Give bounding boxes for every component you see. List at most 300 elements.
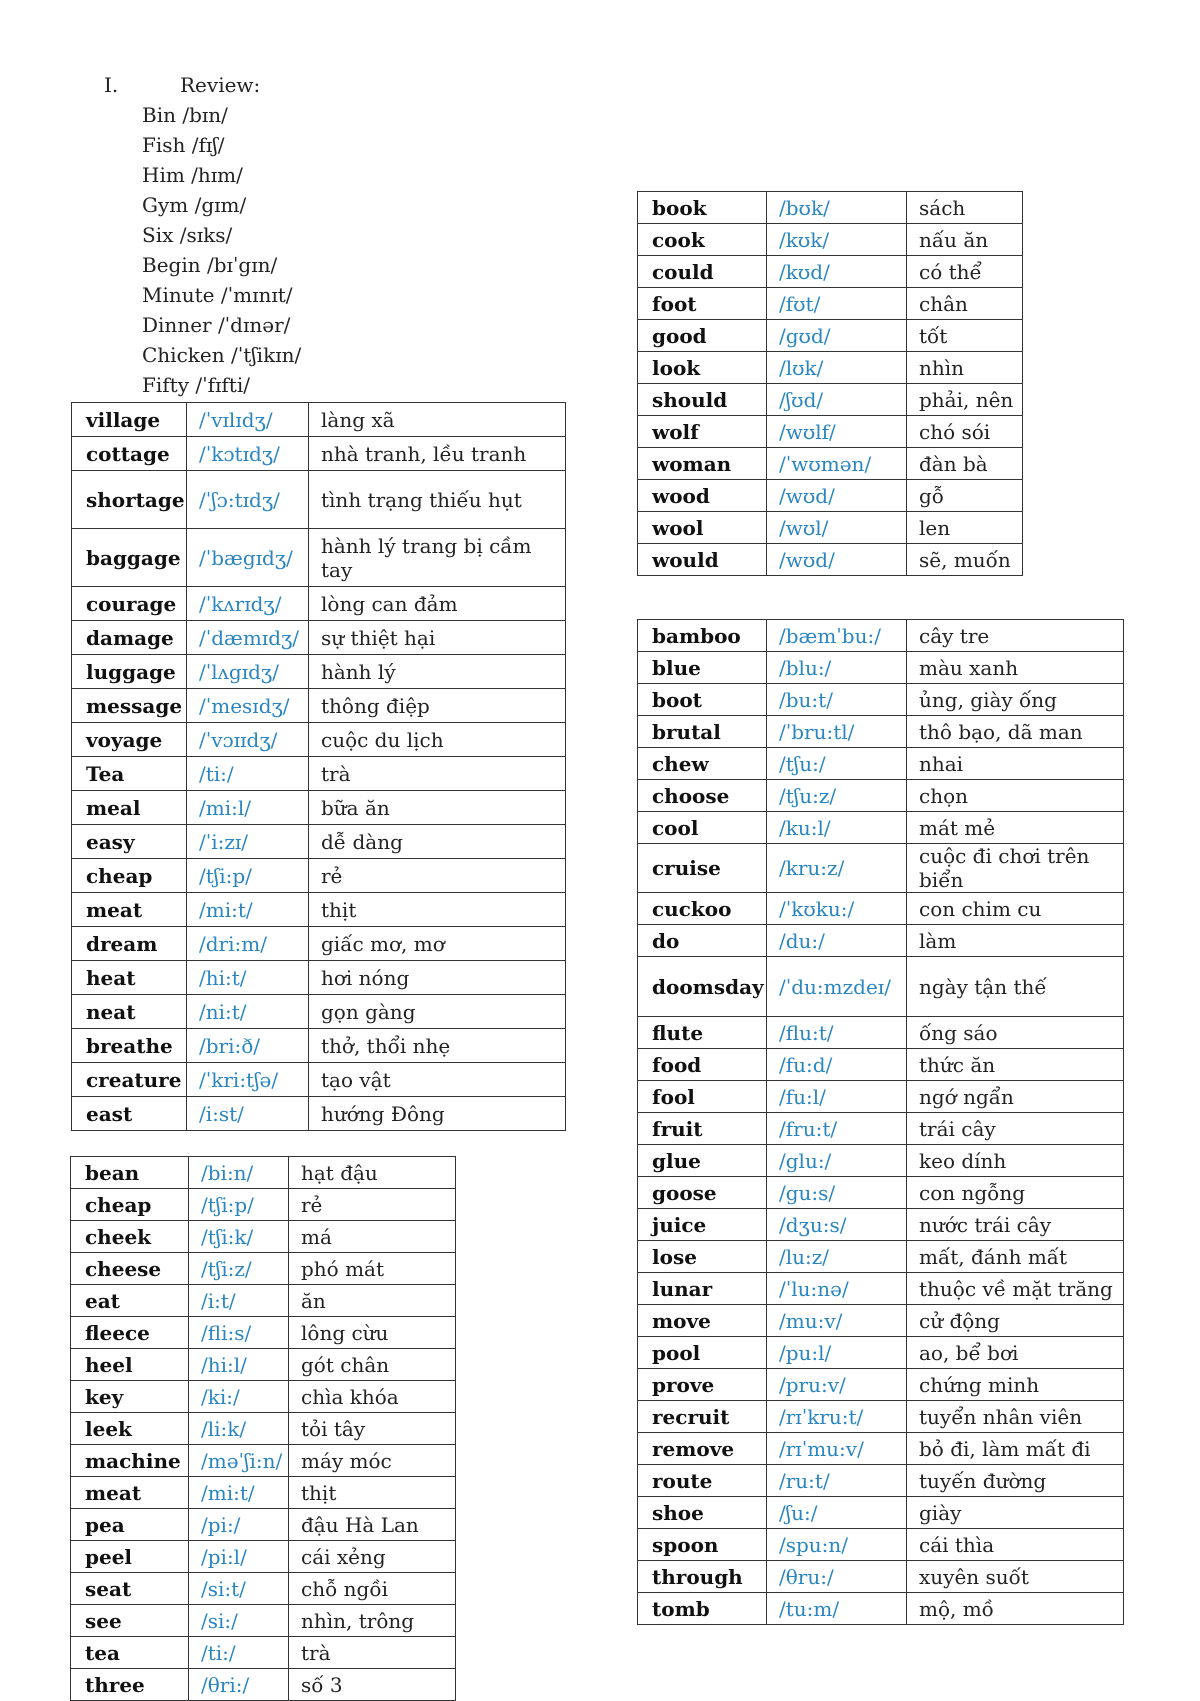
vocab-row bbox=[71, 1477, 456, 1509]
vocab-word: brutal bbox=[638, 716, 767, 748]
vocab-meaning: cuộc đi chơi trên biển bbox=[907, 844, 1124, 893]
vocab-row bbox=[638, 716, 1124, 748]
vocab-table-long-u bbox=[637, 619, 1124, 1625]
vocab-word: cheap bbox=[72, 859, 187, 893]
vocab-row bbox=[638, 844, 1124, 893]
vocab-table-short-u bbox=[637, 191, 1023, 576]
vocab-word: seat bbox=[71, 1573, 189, 1605]
vocab-phonetic: /ˈmesɪdʒ/ bbox=[187, 689, 309, 723]
vocab-row bbox=[638, 925, 1124, 957]
vocab-row bbox=[72, 859, 566, 893]
vocab-phonetic: /ru:t/ bbox=[767, 1465, 907, 1497]
vocab-phonetic: /tʃi:p/ bbox=[189, 1189, 289, 1221]
vocab-phonetic: /ˈdæmɪdʒ/ bbox=[187, 621, 309, 655]
vocab-meaning: nước trái cây bbox=[907, 1209, 1124, 1241]
vocab-row bbox=[638, 1433, 1124, 1465]
vocab-phonetic: /ˈlʌgɪdʒ/ bbox=[187, 655, 309, 689]
vocab-meaning: có thể bbox=[907, 256, 1023, 288]
vocab-word: good bbox=[638, 320, 767, 352]
vocab-phonetic: /ˈkɔtɪdʒ/ bbox=[187, 437, 309, 471]
vocab-row bbox=[72, 1063, 566, 1097]
vocab-row bbox=[638, 1529, 1124, 1561]
vocab-word: message bbox=[72, 689, 187, 723]
vocab-phonetic: /dʒu:s/ bbox=[767, 1209, 907, 1241]
review-word: Dinner /ˈdɪnər/ bbox=[142, 313, 291, 337]
vocab-row bbox=[71, 1317, 456, 1349]
vocab-phonetic: /wʊl/ bbox=[767, 512, 907, 544]
vocab-row bbox=[71, 1189, 456, 1221]
vocab-row bbox=[638, 416, 1023, 448]
vocab-row bbox=[638, 544, 1023, 576]
vocab-word: leek bbox=[71, 1413, 189, 1445]
vocab-row bbox=[638, 620, 1124, 652]
vocab-phonetic: /bʊk/ bbox=[767, 192, 907, 224]
vocab-word: choose bbox=[638, 780, 767, 812]
vocab-word: bean bbox=[71, 1157, 189, 1189]
vocab-meaning: má bbox=[289, 1221, 456, 1253]
vocab-word: east bbox=[72, 1097, 187, 1131]
review-heading bbox=[104, 70, 301, 100]
vocab-phonetic: /fʊt/ bbox=[767, 288, 907, 320]
vocab-phonetic: /kru:z/ bbox=[767, 844, 907, 893]
vocab-phonetic: /bri:ð/ bbox=[187, 1029, 309, 1063]
vocab-row bbox=[638, 1305, 1124, 1337]
vocab-phonetic: /ti:/ bbox=[187, 757, 309, 791]
vocab-meaning: ngày tận thế bbox=[907, 957, 1124, 1017]
vocab-meaning: mất, đánh mất bbox=[907, 1241, 1124, 1273]
vocab-meaning: bữa ăn bbox=[309, 791, 566, 825]
vocab-row bbox=[72, 621, 566, 655]
vocab-row bbox=[638, 320, 1023, 352]
vocab-phonetic: /ˈdu:mzdeɪ/ bbox=[767, 957, 907, 1017]
vocab-row bbox=[72, 791, 566, 825]
review-section bbox=[104, 70, 301, 400]
vocab-word: recruit bbox=[638, 1401, 767, 1433]
vocab-phonetic: /ˈkʊku:/ bbox=[767, 893, 907, 925]
vocab-row bbox=[71, 1381, 456, 1413]
vocab-row bbox=[638, 1561, 1124, 1593]
vocab-word: shoe bbox=[638, 1497, 767, 1529]
vocab-phonetic: /fru:t/ bbox=[767, 1113, 907, 1145]
vocab-row bbox=[638, 288, 1023, 320]
vocab-row bbox=[72, 961, 566, 995]
review-word: Minute /ˈmɪnɪt/ bbox=[142, 283, 293, 307]
vocab-phonetic: /hi:t/ bbox=[187, 961, 309, 995]
vocab-word: fleece bbox=[71, 1317, 189, 1349]
vocab-word: heel bbox=[71, 1349, 189, 1381]
vocab-word: move bbox=[638, 1305, 767, 1337]
vocab-meaning: cây tre bbox=[907, 620, 1124, 652]
vocab-word: cheap bbox=[71, 1189, 189, 1221]
vocab-word: creature bbox=[72, 1063, 187, 1097]
vocab-row bbox=[638, 192, 1023, 224]
vocab-phonetic: /pi:/ bbox=[189, 1509, 289, 1541]
vocab-meaning: máy móc bbox=[289, 1445, 456, 1477]
review-word-list bbox=[142, 100, 301, 400]
vocab-phonetic: /fu:d/ bbox=[767, 1049, 907, 1081]
vocab-meaning: xuyên suốt bbox=[907, 1561, 1124, 1593]
vocab-phonetic: /gʊd/ bbox=[767, 320, 907, 352]
vocab-row bbox=[72, 403, 566, 437]
vocab-phonetic: /gu:s/ bbox=[767, 1177, 907, 1209]
vocab-row bbox=[638, 957, 1124, 1017]
vocab-row bbox=[72, 471, 566, 529]
review-word: Fifty /ˈfɪfti/ bbox=[142, 373, 250, 397]
vocab-word: see bbox=[71, 1605, 189, 1637]
vocab-phonetic: /pru:v/ bbox=[767, 1369, 907, 1401]
review-word: Gym /gɪm/ bbox=[142, 193, 247, 217]
vocab-word: chew bbox=[638, 748, 767, 780]
vocab-phonetic: /i:t/ bbox=[189, 1285, 289, 1317]
vocab-meaning: lông cừu bbox=[289, 1317, 456, 1349]
vocab-meaning: phải, nên bbox=[907, 384, 1023, 416]
vocab-phonetic: /ˈwʊmən/ bbox=[767, 448, 907, 480]
vocab-row bbox=[638, 780, 1124, 812]
vocab-word: damage bbox=[72, 621, 187, 655]
vocab-word: cottage bbox=[72, 437, 187, 471]
vocab-meaning: sách bbox=[907, 192, 1023, 224]
vocab-meaning: cử động bbox=[907, 1305, 1124, 1337]
vocab-row bbox=[71, 1509, 456, 1541]
review-word: Bin /bɪn/ bbox=[142, 103, 228, 127]
vocab-phonetic: /tʃu:z/ bbox=[767, 780, 907, 812]
vocab-phonetic: /ku:l/ bbox=[767, 812, 907, 844]
vocab-phonetic: /i:st/ bbox=[187, 1097, 309, 1131]
vocab-meaning: thức ăn bbox=[907, 1049, 1124, 1081]
vocab-meaning: chìa khóa bbox=[289, 1381, 456, 1413]
vocab-row bbox=[638, 352, 1023, 384]
vocab-word: look bbox=[638, 352, 767, 384]
vocab-phonetic: /θru:/ bbox=[767, 1561, 907, 1593]
vocab-meaning: đậu Hà Lan bbox=[289, 1509, 456, 1541]
vocab-row bbox=[638, 893, 1124, 925]
vocab-word: bamboo bbox=[638, 620, 767, 652]
vocab-phonetic: /mu:v/ bbox=[767, 1305, 907, 1337]
vocab-word: eat bbox=[71, 1285, 189, 1317]
vocab-word: juice bbox=[638, 1209, 767, 1241]
vocab-table-age-ee bbox=[71, 402, 566, 1131]
vocab-meaning: nhìn bbox=[907, 352, 1023, 384]
vocab-row bbox=[638, 1337, 1124, 1369]
vocab-meaning: bỏ đi, làm mất đi bbox=[907, 1433, 1124, 1465]
vocab-word: cheese bbox=[71, 1253, 189, 1285]
vocab-word: three bbox=[71, 1669, 189, 1701]
vocab-row bbox=[638, 1465, 1124, 1497]
vocab-phonetic: /bu:t/ bbox=[767, 684, 907, 716]
vocab-phonetic: /ˈlu:nə/ bbox=[767, 1273, 907, 1305]
vocab-meaning: trà bbox=[289, 1637, 456, 1669]
vocab-meaning: sẽ, muốn bbox=[907, 544, 1023, 576]
vocab-word: boot bbox=[638, 684, 767, 716]
vocab-word: easy bbox=[72, 825, 187, 859]
vocab-word: lunar bbox=[638, 1273, 767, 1305]
vocab-meaning: trà bbox=[309, 757, 566, 791]
vocab-row bbox=[638, 1113, 1124, 1145]
vocab-word: neat bbox=[72, 995, 187, 1029]
vocab-meaning: mộ, mồ bbox=[907, 1593, 1124, 1625]
vocab-phonetic: /tʃi:p/ bbox=[187, 859, 309, 893]
vocab-word: peel bbox=[71, 1541, 189, 1573]
vocab-word: do bbox=[638, 925, 767, 957]
vocab-word: cheek bbox=[71, 1221, 189, 1253]
vocab-row bbox=[72, 1097, 566, 1131]
vocab-table-long-e bbox=[70, 1156, 456, 1701]
vocab-meaning: nấu ăn bbox=[907, 224, 1023, 256]
vocab-phonetic: /blu:/ bbox=[767, 652, 907, 684]
vocab-phonetic: /pi:l/ bbox=[189, 1541, 289, 1573]
vocab-word: book bbox=[638, 192, 767, 224]
vocab-meaning: rẻ bbox=[309, 859, 566, 893]
vocab-word: tomb bbox=[638, 1593, 767, 1625]
vocab-row bbox=[638, 1593, 1124, 1625]
vocab-word: meal bbox=[72, 791, 187, 825]
vocab-row bbox=[638, 1017, 1124, 1049]
vocab-meaning: hành lý trang bị cầm tay bbox=[309, 529, 566, 587]
vocab-word: meat bbox=[71, 1477, 189, 1509]
vocab-meaning: chứng minh bbox=[907, 1369, 1124, 1401]
vocab-meaning: gỗ bbox=[907, 480, 1023, 512]
vocab-meaning: làng xã bbox=[309, 403, 566, 437]
vocab-meaning: keo dính bbox=[907, 1145, 1124, 1177]
vocab-phonetic: /ˈbægɪdʒ/ bbox=[187, 529, 309, 587]
vocab-phonetic: /tu:m/ bbox=[767, 1593, 907, 1625]
vocab-row bbox=[72, 1029, 566, 1063]
review-word: Begin /bɪˈgɪn/ bbox=[142, 253, 278, 277]
vocab-meaning: ăn bbox=[289, 1285, 456, 1317]
vocab-phonetic: /hi:l/ bbox=[189, 1349, 289, 1381]
vocab-phonetic: /si:/ bbox=[189, 1605, 289, 1637]
vocab-row bbox=[638, 448, 1023, 480]
vocab-row bbox=[638, 1081, 1124, 1113]
vocab-phonetic: /ni:t/ bbox=[187, 995, 309, 1029]
section-number: I. bbox=[104, 73, 119, 97]
vocab-word: luggage bbox=[72, 655, 187, 689]
vocab-word: shortage bbox=[72, 471, 187, 529]
vocab-row bbox=[638, 1177, 1124, 1209]
vocab-word: meat bbox=[72, 893, 187, 927]
vocab-row bbox=[71, 1253, 456, 1285]
vocab-phonetic: /fu:l/ bbox=[767, 1081, 907, 1113]
vocab-row bbox=[71, 1413, 456, 1445]
vocab-phonetic: /wʊd/ bbox=[767, 480, 907, 512]
vocab-word: cool bbox=[638, 812, 767, 844]
vocab-word: foot bbox=[638, 288, 767, 320]
vocab-word: route bbox=[638, 1465, 767, 1497]
vocab-meaning: ngớ ngẩn bbox=[907, 1081, 1124, 1113]
review-word: Six /sɪks/ bbox=[142, 223, 233, 247]
vocab-phonetic: /ti:/ bbox=[189, 1637, 289, 1669]
vocab-meaning: hướng Đông bbox=[309, 1097, 566, 1131]
vocab-word: through bbox=[638, 1561, 767, 1593]
vocab-meaning: hành lý bbox=[309, 655, 566, 689]
vocab-phonetic: /ˈʃɔ:tɪdʒ/ bbox=[187, 471, 309, 529]
vocab-word: prove bbox=[638, 1369, 767, 1401]
vocab-row bbox=[638, 1209, 1124, 1241]
vocab-meaning: làm bbox=[907, 925, 1124, 957]
vocab-row bbox=[638, 512, 1023, 544]
vocab-phonetic: /pu:l/ bbox=[767, 1337, 907, 1369]
vocab-word: Tea bbox=[72, 757, 187, 791]
vocab-meaning: thịt bbox=[289, 1477, 456, 1509]
vocab-meaning: nhà tranh, lều tranh bbox=[309, 437, 566, 471]
vocab-row bbox=[71, 1349, 456, 1381]
vocab-phonetic: /fli:s/ bbox=[189, 1317, 289, 1349]
vocab-word: breathe bbox=[72, 1029, 187, 1063]
vocab-meaning: tỏi tây bbox=[289, 1413, 456, 1445]
vocab-phonetic: /bi:n/ bbox=[189, 1157, 289, 1189]
vocab-word: lose bbox=[638, 1241, 767, 1273]
vocab-row bbox=[72, 757, 566, 791]
vocab-meaning: gót chân bbox=[289, 1349, 456, 1381]
vocab-word: wood bbox=[638, 480, 767, 512]
vocab-word: cuckoo bbox=[638, 893, 767, 925]
vocab-word: should bbox=[638, 384, 767, 416]
vocab-phonetic: /ʃʊd/ bbox=[767, 384, 907, 416]
vocab-meaning: nhai bbox=[907, 748, 1124, 780]
vocab-row bbox=[638, 1497, 1124, 1529]
vocab-meaning: đàn bà bbox=[907, 448, 1023, 480]
vocab-meaning: thịt bbox=[309, 893, 566, 927]
vocab-phonetic: /rɪˈmu:v/ bbox=[767, 1433, 907, 1465]
vocab-word: food bbox=[638, 1049, 767, 1081]
vocab-meaning: mát mẻ bbox=[907, 812, 1124, 844]
vocab-word: tea bbox=[71, 1637, 189, 1669]
vocab-meaning: số 3 bbox=[289, 1669, 456, 1701]
vocab-phonetic: /mi:t/ bbox=[189, 1477, 289, 1509]
vocab-meaning: hơi nóng bbox=[309, 961, 566, 995]
vocab-meaning: cái xẻng bbox=[289, 1541, 456, 1573]
vocab-word: cook bbox=[638, 224, 767, 256]
vocab-row bbox=[72, 723, 566, 757]
vocab-row bbox=[71, 1285, 456, 1317]
vocab-phonetic: /tʃi:z/ bbox=[189, 1253, 289, 1285]
vocab-meaning: cuộc du lịch bbox=[309, 723, 566, 757]
vocab-phonetic: /spu:n/ bbox=[767, 1529, 907, 1561]
vocab-row bbox=[72, 893, 566, 927]
vocab-row bbox=[72, 587, 566, 621]
vocab-row bbox=[638, 812, 1124, 844]
vocab-row bbox=[71, 1637, 456, 1669]
vocab-meaning: ống sáo bbox=[907, 1017, 1124, 1049]
vocab-row bbox=[72, 927, 566, 961]
vocab-meaning: tạo vật bbox=[309, 1063, 566, 1097]
vocab-row bbox=[72, 437, 566, 471]
review-word: Chicken /ˈtʃikɪn/ bbox=[142, 343, 302, 367]
vocab-meaning: cái thìa bbox=[907, 1529, 1124, 1561]
vocab-row bbox=[638, 480, 1023, 512]
vocab-meaning: len bbox=[907, 512, 1023, 544]
vocab-phonetic: /rɪˈkru:t/ bbox=[767, 1401, 907, 1433]
vocab-word: would bbox=[638, 544, 767, 576]
vocab-row bbox=[638, 1145, 1124, 1177]
vocab-row bbox=[638, 224, 1023, 256]
vocab-meaning: phó mát bbox=[289, 1253, 456, 1285]
vocab-phonetic: /mi:t/ bbox=[187, 893, 309, 927]
vocab-phonetic: /mi:l/ bbox=[187, 791, 309, 825]
vocab-row bbox=[71, 1605, 456, 1637]
vocab-word: blue bbox=[638, 652, 767, 684]
vocab-row bbox=[71, 1573, 456, 1605]
vocab-phonetic: /ˈvɪlɪdʒ/ bbox=[187, 403, 309, 437]
vocab-meaning: chân bbox=[907, 288, 1023, 320]
vocab-row bbox=[638, 1273, 1124, 1305]
vocab-row bbox=[638, 1241, 1124, 1273]
vocab-word: doomsday bbox=[638, 957, 767, 1017]
vocab-phonetic: /lu:z/ bbox=[767, 1241, 907, 1273]
vocab-word: remove bbox=[638, 1433, 767, 1465]
vocab-word: machine bbox=[71, 1445, 189, 1477]
vocab-row bbox=[72, 825, 566, 859]
vocab-meaning: rẻ bbox=[289, 1189, 456, 1221]
vocab-meaning: giày bbox=[907, 1497, 1124, 1529]
vocab-word: wolf bbox=[638, 416, 767, 448]
vocab-meaning: hạt đậu bbox=[289, 1157, 456, 1189]
vocab-meaning: tuyến đường bbox=[907, 1465, 1124, 1497]
vocab-meaning: sự thiệt hại bbox=[309, 621, 566, 655]
vocab-phonetic: /kʊd/ bbox=[767, 256, 907, 288]
vocab-word: glue bbox=[638, 1145, 767, 1177]
review-word: Him /hɪm/ bbox=[142, 163, 243, 187]
vocab-phonetic: /ˈvɔɪɪdʒ/ bbox=[187, 723, 309, 757]
vocab-meaning: gọn gàng bbox=[309, 995, 566, 1029]
vocab-meaning: thuộc về mặt trăng bbox=[907, 1273, 1124, 1305]
vocab-meaning: chó sói bbox=[907, 416, 1023, 448]
vocab-meaning: dễ dàng bbox=[309, 825, 566, 859]
vocab-row bbox=[72, 995, 566, 1029]
vocab-meaning: nhìn, trông bbox=[289, 1605, 456, 1637]
vocab-meaning: con ngỗng bbox=[907, 1177, 1124, 1209]
vocab-phonetic: /du:/ bbox=[767, 925, 907, 957]
vocab-meaning: tuyển nhân viên bbox=[907, 1401, 1124, 1433]
vocab-word: village bbox=[72, 403, 187, 437]
vocab-phonetic: /wʊlf/ bbox=[767, 416, 907, 448]
vocab-row bbox=[71, 1157, 456, 1189]
vocab-meaning: màu xanh bbox=[907, 652, 1124, 684]
vocab-meaning: thô bạo, dã man bbox=[907, 716, 1124, 748]
vocab-word: baggage bbox=[72, 529, 187, 587]
vocab-phonetic: /wʊd/ bbox=[767, 544, 907, 576]
vocab-phonetic: /θri:/ bbox=[189, 1669, 289, 1701]
vocab-word: wool bbox=[638, 512, 767, 544]
vocab-word: heat bbox=[72, 961, 187, 995]
vocab-phonetic: /si:t/ bbox=[189, 1573, 289, 1605]
vocab-meaning: chỗ ngồi bbox=[289, 1573, 456, 1605]
vocab-meaning: giấc mơ, mơ bbox=[309, 927, 566, 961]
vocab-meaning: tình trạng thiếu hụt bbox=[309, 471, 566, 529]
vocab-row bbox=[638, 748, 1124, 780]
vocab-word: goose bbox=[638, 1177, 767, 1209]
vocab-row bbox=[71, 1445, 456, 1477]
vocab-meaning: ủng, giày ống bbox=[907, 684, 1124, 716]
vocab-phonetic: /ˈkri:tʃə/ bbox=[187, 1063, 309, 1097]
vocab-phonetic: /flu:t/ bbox=[767, 1017, 907, 1049]
vocab-phonetic: /ki:/ bbox=[189, 1381, 289, 1413]
vocab-row bbox=[638, 384, 1023, 416]
vocab-word: pool bbox=[638, 1337, 767, 1369]
vocab-word: fool bbox=[638, 1081, 767, 1113]
vocab-meaning: chọn bbox=[907, 780, 1124, 812]
vocab-word: cruise bbox=[638, 844, 767, 893]
section-title: Review: bbox=[180, 73, 261, 97]
vocab-row bbox=[72, 529, 566, 587]
vocab-phonetic: /ˈbru:tl/ bbox=[767, 716, 907, 748]
vocab-word: fruit bbox=[638, 1113, 767, 1145]
vocab-word: could bbox=[638, 256, 767, 288]
vocab-row bbox=[638, 652, 1124, 684]
vocab-meaning: trái cây bbox=[907, 1113, 1124, 1145]
vocab-phonetic: /dri:m/ bbox=[187, 927, 309, 961]
vocab-row bbox=[638, 684, 1124, 716]
